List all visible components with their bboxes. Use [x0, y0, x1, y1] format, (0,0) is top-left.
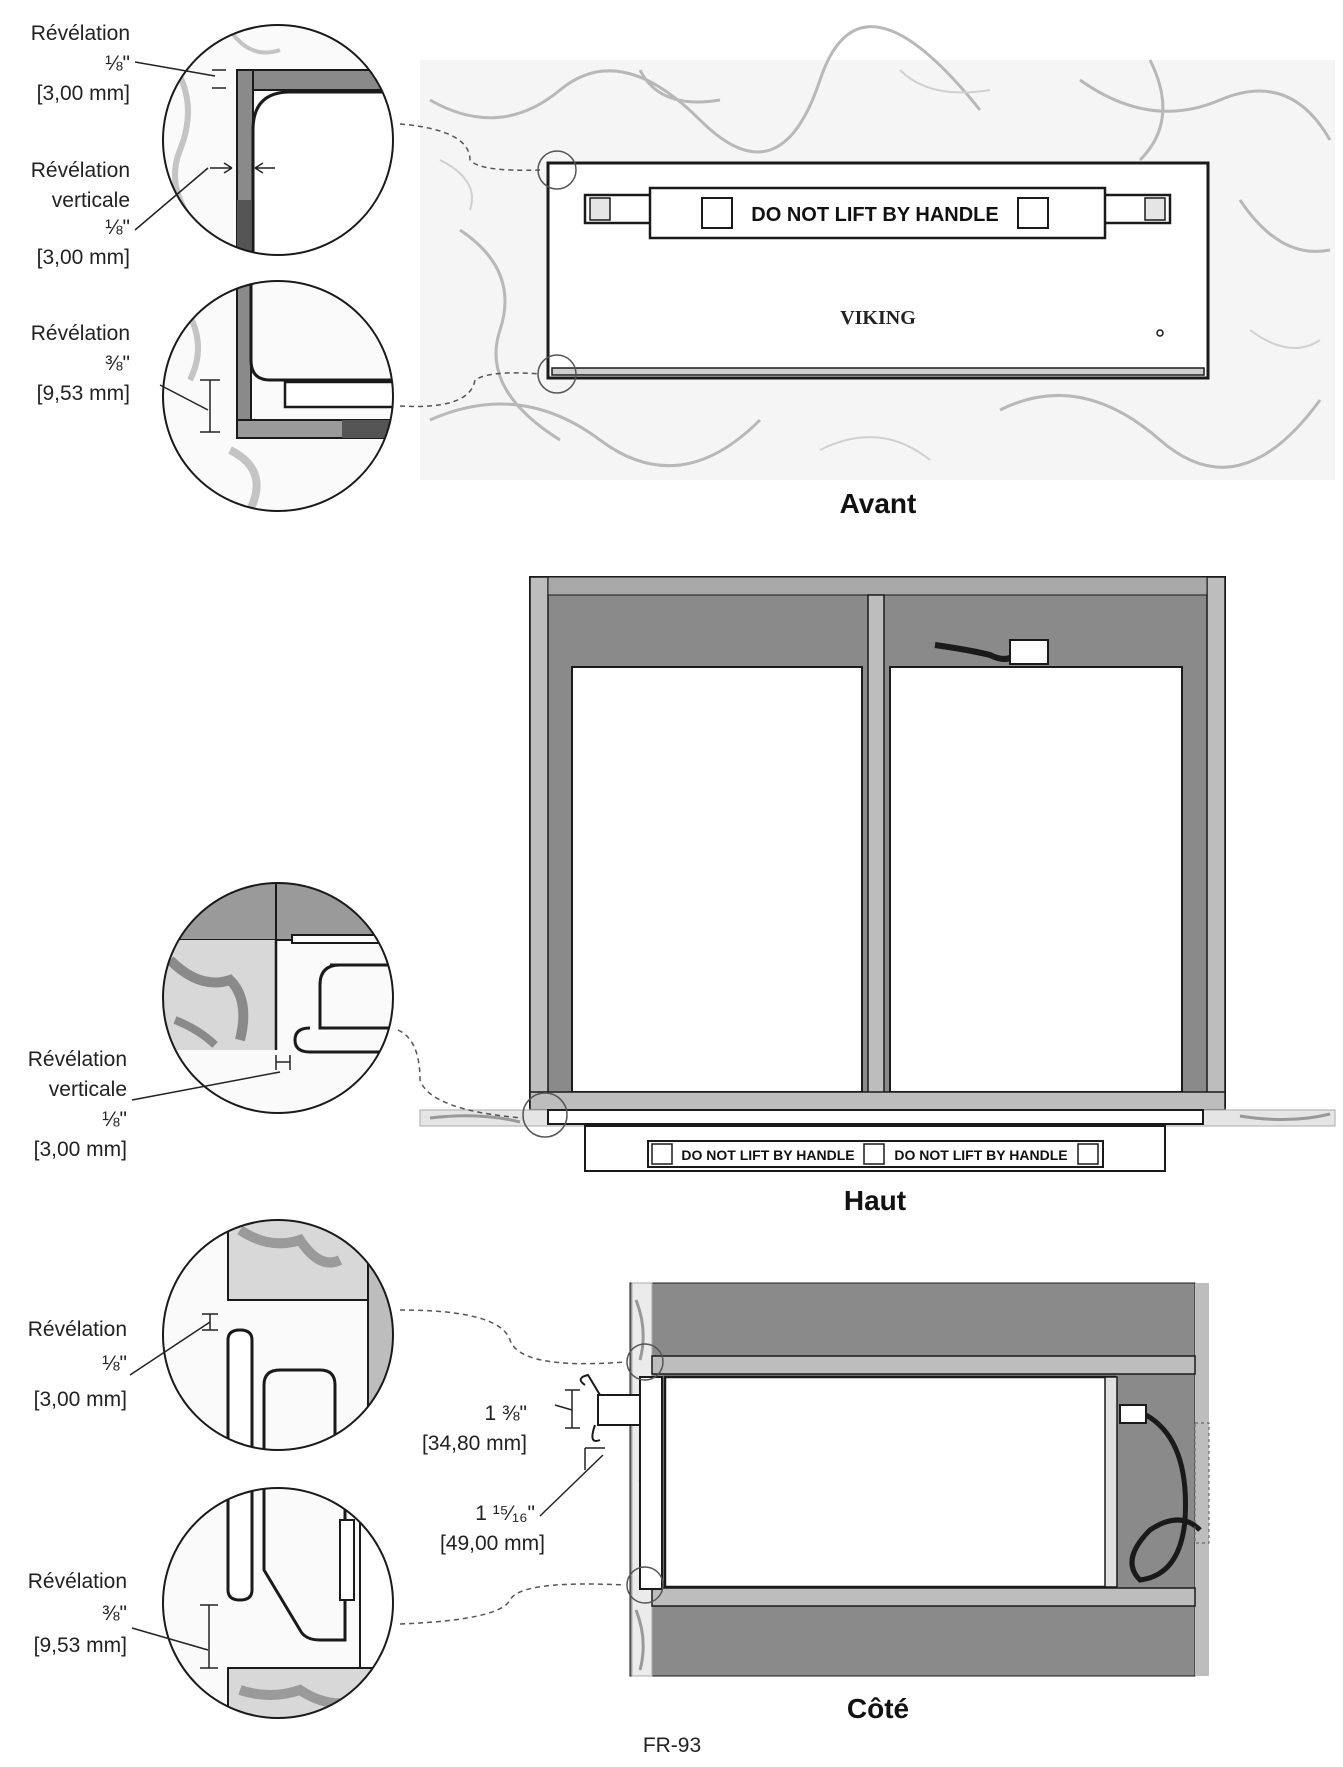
- detail-top-revelation: [160, 20, 437, 270]
- svg-text:[3,00 mm]: [3,00 mm]: [33, 1388, 127, 1411]
- svg-text:[3,00 mm]: [3,00 mm]: [36, 82, 130, 105]
- svg-text:⅛": ⅛": [102, 1352, 127, 1375]
- svg-text:Révélation: Révélation: [30, 22, 130, 45]
- svg-text:⅛": ⅛": [102, 1108, 127, 1131]
- handle-warning-label: DO NOT LIFT BY HANDLE: [751, 204, 999, 226]
- front-view: [400, 27, 1335, 519]
- detail-side-top-reveal: [160, 1215, 408, 1455]
- drawer-handle-top[interactable]: [585, 1126, 1165, 1171]
- svg-text:⅛": ⅛": [105, 216, 130, 239]
- side-dimension-1: [422, 1402, 527, 1455]
- top-view: [398, 577, 1335, 1216]
- side-dimension-2: [440, 1502, 545, 1555]
- drawer-handle[interactable]: [585, 188, 1170, 238]
- svg-text:[49,00 mm]: [49,00 mm]: [439, 1532, 545, 1555]
- svg-text:DO NOT LIFT BY HANDLE: DO NOT LIFT BY HANDLE: [894, 1147, 1068, 1163]
- svg-text:⅛": ⅛": [105, 52, 130, 75]
- brand-logo: VIKING: [840, 307, 916, 329]
- svg-text:Révélation: Révélation: [27, 1570, 127, 1593]
- warning-icon: [702, 198, 732, 228]
- side-view-title: Côté: [846, 1693, 910, 1724]
- svg-text:Révélation: Révélation: [27, 1318, 127, 1341]
- svg-text:[34,80 mm]: [34,80 mm]: [421, 1432, 527, 1455]
- svg-text:⅜": ⅜": [105, 352, 130, 375]
- top-view-title: Haut: [843, 1185, 907, 1216]
- svg-text:1 ¹⁵⁄₁₆": 1 ¹⁵⁄₁₆": [475, 1502, 535, 1525]
- svg-text:verticale: verticale: [48, 1078, 127, 1101]
- svg-text:[9,53 mm]: [9,53 mm]: [36, 382, 130, 405]
- detail-side-bottom-reveal: [160, 1483, 410, 1728]
- drawer-handle-side[interactable]: [598, 1395, 640, 1425]
- svg-text:[3,00 mm]: [3,00 mm]: [36, 246, 130, 269]
- svg-text:verticale: verticale: [51, 189, 130, 212]
- svg-text:1 ⅜": 1 ⅜": [484, 1402, 527, 1425]
- detail-bottom-revelation: [160, 280, 417, 520]
- svg-text:DO NOT LIFT BY HANDLE: DO NOT LIFT BY HANDLE: [681, 1147, 855, 1163]
- svg-text:Révélation: Révélation: [27, 1048, 127, 1071]
- svg-text:⅜": ⅜": [102, 1602, 127, 1625]
- warning-icon: [1018, 198, 1048, 228]
- svg-text:Révélation: Révélation: [30, 159, 130, 182]
- detail-top-view-reveal: [160, 880, 412, 1120]
- svg-text:[9,53 mm]: [9,53 mm]: [33, 1634, 127, 1657]
- front-view-title: Avant: [839, 488, 917, 519]
- svg-text:Révélation: Révélation: [30, 322, 130, 345]
- page-number: FR-93: [642, 1734, 702, 1757]
- svg-text:[3,00 mm]: [3,00 mm]: [33, 1138, 127, 1161]
